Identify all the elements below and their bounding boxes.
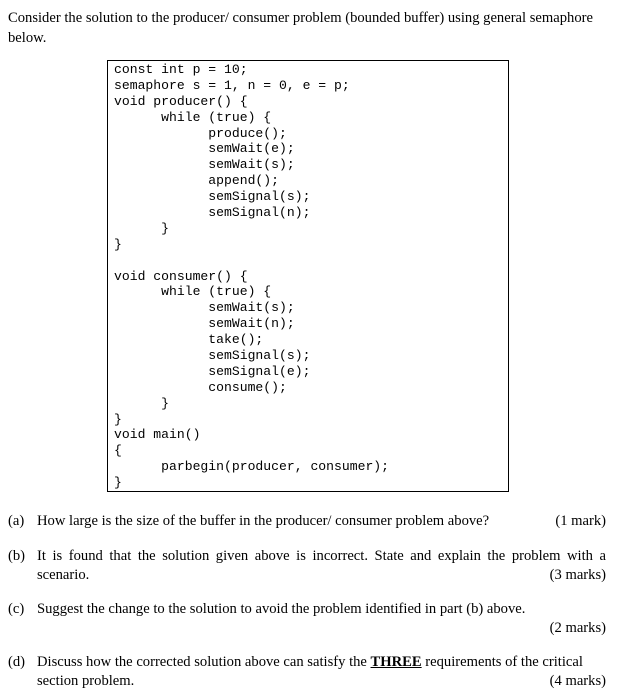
code-line: semSignal(s); bbox=[114, 348, 311, 364]
question-c-marks: (2 marks) bbox=[549, 620, 606, 636]
question-a-label: (a) bbox=[8, 513, 25, 529]
code-line bbox=[114, 253, 389, 269]
code-line: semWait(e); bbox=[114, 141, 295, 157]
question-b bbox=[8, 547, 606, 585]
code-line: } bbox=[114, 236, 122, 252]
question-c-text: Suggest the change to the solution to avoid the problem identified in part (b) above. bbox=[37, 601, 526, 617]
code-line: while (true) { bbox=[114, 284, 272, 300]
code-listing bbox=[114, 62, 389, 491]
code-line: semWait(s); bbox=[114, 300, 295, 316]
question-d-marks: (4 marks) bbox=[549, 673, 606, 689]
question-d-text-end: requirements of the critical section problem. bbox=[37, 654, 583, 689]
question-a-marks: (1 mark) bbox=[555, 513, 606, 529]
code-line: semSignal(s); bbox=[114, 189, 311, 205]
code-line: parbegin(producer, consumer); bbox=[114, 459, 390, 475]
code-line: } bbox=[114, 220, 170, 236]
code-line: void consumer() { bbox=[114, 268, 248, 284]
question-a bbox=[8, 512, 606, 531]
question-b-text: It is found that the solution given above is incorrect. State and explain the problem with a scenario. bbox=[37, 548, 606, 583]
code-line: void main() bbox=[114, 427, 201, 443]
code-line: const int p = 10; bbox=[114, 62, 248, 77]
code-line: } bbox=[114, 411, 122, 427]
code-block bbox=[107, 60, 509, 492]
question-d bbox=[8, 653, 606, 691]
question-d-label: (d) bbox=[8, 654, 26, 670]
code-line: semaphore s = 1, n = 0, e = p; bbox=[114, 77, 350, 93]
code-line: append(); bbox=[114, 173, 280, 189]
code-line: take(); bbox=[114, 332, 264, 348]
code-line: consume(); bbox=[114, 379, 287, 395]
question-c-label: (c) bbox=[8, 601, 25, 617]
question-b-label: (b) bbox=[8, 548, 26, 564]
code-line: { bbox=[114, 443, 122, 459]
question-a-text: How large is the size of the buffer in the producer/ consumer problem above? bbox=[37, 513, 490, 529]
code-line: semSignal(e); bbox=[114, 363, 311, 379]
code-line: semWait(s); bbox=[114, 157, 295, 173]
question-d-keyword: THREE bbox=[370, 654, 422, 670]
code-line: } bbox=[114, 395, 170, 411]
question-intro: Consider the solution to the producer/ consumer problem (bounded buffer) using general semaphore below. bbox=[8, 10, 593, 46]
code-line: semSignal(n); bbox=[114, 205, 311, 221]
question-c bbox=[8, 600, 606, 636]
question-b-marks: (3 marks) bbox=[549, 567, 606, 583]
code-line: semWait(n); bbox=[114, 316, 295, 332]
code-line: void producer() { bbox=[114, 93, 248, 109]
code-line: } bbox=[114, 475, 122, 491]
code-line: while (true) { bbox=[114, 109, 272, 125]
code-line: produce(); bbox=[114, 125, 287, 141]
question-d-text: Discuss how the corrected solution above can satisfy the bbox=[37, 654, 371, 670]
